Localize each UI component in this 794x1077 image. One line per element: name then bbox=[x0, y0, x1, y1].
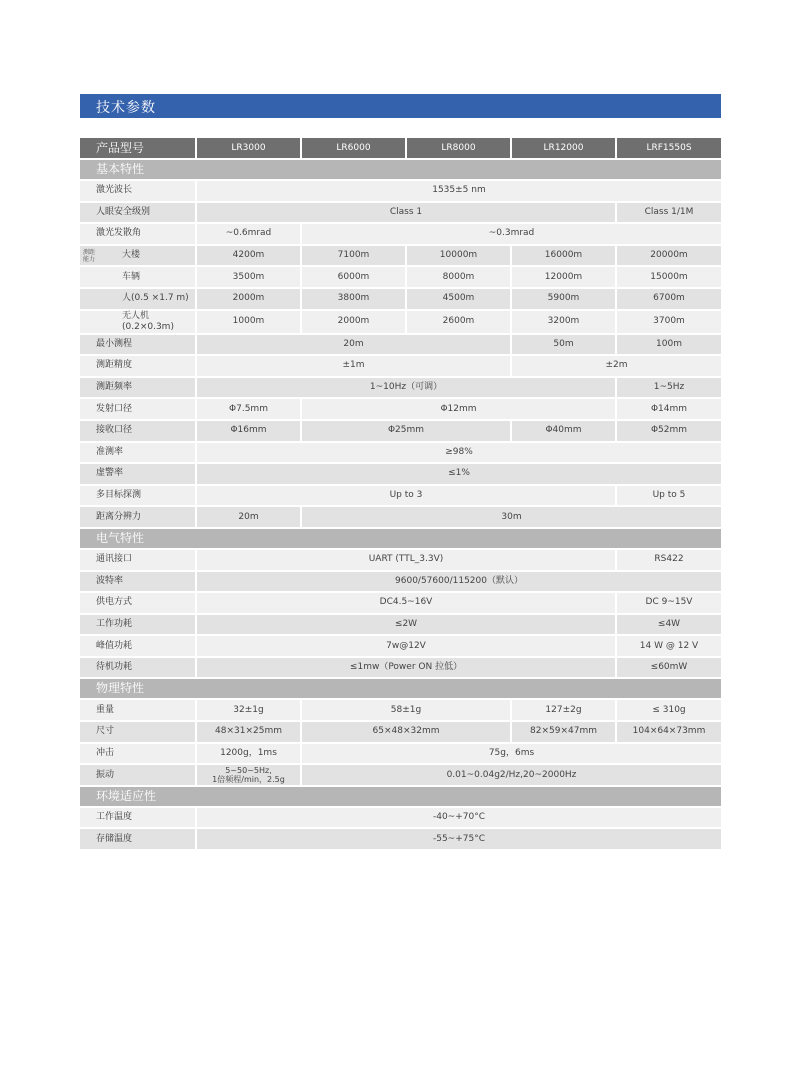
cell: ~0.3mrad bbox=[301, 223, 721, 245]
table-row bbox=[80, 699, 721, 721]
cell: ≤4W bbox=[616, 614, 721, 636]
range-row-label bbox=[80, 288, 196, 310]
cell: Φ12mm bbox=[301, 398, 616, 420]
header-label: 产品型号 bbox=[80, 138, 196, 159]
table-row bbox=[80, 764, 721, 786]
section-physical: 物理特性 bbox=[80, 678, 721, 699]
row-label: 振动 bbox=[80, 764, 196, 786]
table-row bbox=[80, 828, 721, 850]
cell: 15000m bbox=[616, 266, 721, 288]
cell: Φ14mm bbox=[616, 398, 721, 420]
table-row bbox=[80, 334, 721, 356]
cell: ≤1% bbox=[196, 463, 721, 485]
table-row bbox=[80, 635, 721, 657]
cell: Φ40mm bbox=[511, 420, 616, 442]
cell: 20000m bbox=[616, 245, 721, 267]
cell: 5900m bbox=[511, 288, 616, 310]
table-row bbox=[80, 223, 721, 245]
cell: Φ16mm bbox=[196, 420, 301, 442]
cell: Φ25mm bbox=[301, 420, 511, 442]
cell: ±1m bbox=[196, 355, 511, 377]
section-title-bar bbox=[80, 94, 721, 118]
cell: 20m bbox=[196, 506, 301, 528]
cell: 4500m bbox=[406, 288, 511, 310]
cell: -55~+75°C bbox=[196, 828, 721, 850]
cell: 1000m bbox=[196, 310, 301, 334]
row-label: 通讯接口 bbox=[80, 549, 196, 571]
row-label: 虚警率 bbox=[80, 463, 196, 485]
cell: 3500m bbox=[196, 266, 301, 288]
table-row bbox=[80, 571, 721, 593]
row-label: 冲击 bbox=[80, 743, 196, 765]
row-label: 无人机(0.2×0.3m) bbox=[122, 310, 174, 332]
row-label: 接收口径 bbox=[80, 420, 196, 442]
table-row bbox=[80, 721, 721, 743]
cell: ≤ 310g bbox=[616, 699, 721, 721]
cell: 0.01~0.04g2/Hz,20~2000Hz bbox=[301, 764, 721, 786]
range-row-label bbox=[80, 310, 196, 334]
cell: ~0.6mrad bbox=[196, 223, 301, 245]
cell: 20m bbox=[196, 334, 511, 356]
cell: Φ52mm bbox=[616, 420, 721, 442]
row-label: 准测率 bbox=[80, 442, 196, 464]
cell-line: 5~50~5Hz, bbox=[225, 766, 272, 776]
section-row bbox=[80, 678, 721, 699]
table-row bbox=[80, 485, 721, 507]
table-row bbox=[80, 310, 721, 334]
section-row bbox=[80, 159, 721, 180]
table-row bbox=[80, 614, 721, 636]
table-row bbox=[80, 807, 721, 829]
row-label: 工作温度 bbox=[80, 807, 196, 829]
row-label: 测距频率 bbox=[80, 377, 196, 399]
row-label: 多目标探测 bbox=[80, 485, 196, 507]
cell: 12000m bbox=[511, 266, 616, 288]
cell: 48×31×25mm bbox=[196, 721, 301, 743]
cell: 75g，6ms bbox=[301, 743, 721, 765]
cell-line: 1倍频程/min，2.5g bbox=[212, 775, 285, 785]
spec-table bbox=[80, 138, 721, 851]
cell: -40~+70°C bbox=[196, 807, 721, 829]
cell: 65×48×32mm bbox=[301, 721, 511, 743]
cell: DC4.5~16V bbox=[196, 592, 616, 614]
cell: 9600/57600/115200（默认） bbox=[196, 571, 721, 593]
cell: ±2m bbox=[511, 355, 721, 377]
cell: ≥98% bbox=[196, 442, 721, 464]
cell: 58±1g bbox=[301, 699, 511, 721]
table-row bbox=[80, 355, 721, 377]
page-title: 技术参数 bbox=[96, 100, 156, 116]
row-label: 发射口径 bbox=[80, 398, 196, 420]
cell: 3800m bbox=[301, 288, 406, 310]
row-label: 距离分辨力 bbox=[80, 506, 196, 528]
row-label: 人(0.5 ×1.7 m) bbox=[122, 293, 189, 304]
table-row bbox=[80, 657, 721, 679]
cell: 127±2g bbox=[511, 699, 616, 721]
table-row bbox=[80, 398, 721, 420]
row-label: 人眼安全级别 bbox=[80, 202, 196, 224]
cell: 1200g，1ms bbox=[196, 743, 301, 765]
cell: 32±1g bbox=[196, 699, 301, 721]
cell: 14 W @ 12 V bbox=[616, 635, 721, 657]
range-row-label bbox=[80, 266, 196, 288]
cell: 82×59×47mm bbox=[511, 721, 616, 743]
cell: 1535±5 nm bbox=[196, 180, 721, 202]
cell: UART (TTL_3.3V) bbox=[196, 549, 616, 571]
range-group-label: 测距能力 bbox=[83, 248, 96, 263]
cell: 3700m bbox=[616, 310, 721, 334]
table-row bbox=[80, 245, 721, 267]
model-lr12000: LR12000 bbox=[511, 138, 616, 159]
table-row bbox=[80, 377, 721, 399]
range-row-label bbox=[80, 245, 196, 267]
cell: 10000m bbox=[406, 245, 511, 267]
section-electrical: 电气特性 bbox=[80, 528, 721, 549]
cell: 104×64×73mm bbox=[616, 721, 721, 743]
table-row bbox=[80, 549, 721, 571]
cell: Class 1 bbox=[196, 202, 616, 224]
table-row bbox=[80, 506, 721, 528]
cell: 6700m bbox=[616, 288, 721, 310]
row-label: 存储温度 bbox=[80, 828, 196, 850]
cell: 30m bbox=[301, 506, 721, 528]
section-environment: 环境适应性 bbox=[80, 786, 721, 807]
table-row bbox=[80, 420, 721, 442]
table-row bbox=[80, 180, 721, 202]
section-row bbox=[80, 528, 721, 549]
cell: 8000m bbox=[406, 266, 511, 288]
cell: 1~5Hz bbox=[616, 377, 721, 399]
cell: ≤1mw（Power ON 拉低） bbox=[196, 657, 616, 679]
cell: 50m bbox=[511, 334, 616, 356]
cell: 2000m bbox=[301, 310, 406, 334]
cell: 100m bbox=[616, 334, 721, 356]
cell: ≤60mW bbox=[616, 657, 721, 679]
row-label: 待机功耗 bbox=[80, 657, 196, 679]
cell: Up to 3 bbox=[196, 485, 616, 507]
table-header-row bbox=[80, 138, 721, 159]
table-row bbox=[80, 592, 721, 614]
cell: 16000m bbox=[511, 245, 616, 267]
cell: 3200m bbox=[511, 310, 616, 334]
table-row bbox=[80, 442, 721, 464]
cell: Class 1/1M bbox=[616, 202, 721, 224]
row-label: 波特率 bbox=[80, 571, 196, 593]
cell bbox=[196, 764, 301, 786]
table-row bbox=[80, 266, 721, 288]
row-label: 测距精度 bbox=[80, 355, 196, 377]
cell: DC 9~15V bbox=[616, 592, 721, 614]
table-row bbox=[80, 202, 721, 224]
cell: ≤2W bbox=[196, 614, 616, 636]
row-label: 大楼 bbox=[122, 250, 141, 261]
model-lrf1550s: LRF1550S bbox=[616, 138, 721, 159]
row-label: 供电方式 bbox=[80, 592, 196, 614]
cell: Up to 5 bbox=[616, 485, 721, 507]
cell: Φ7.5mm bbox=[196, 398, 301, 420]
table-row bbox=[80, 743, 721, 765]
section-row bbox=[80, 786, 721, 807]
cell: 2000m bbox=[196, 288, 301, 310]
cell: 4200m bbox=[196, 245, 301, 267]
model-lr3000: LR3000 bbox=[196, 138, 301, 159]
row-label: 工作功耗 bbox=[80, 614, 196, 636]
row-label: 重量 bbox=[80, 699, 196, 721]
row-label: 车辆 bbox=[122, 271, 141, 282]
table-row bbox=[80, 288, 721, 310]
section-basic: 基本特性 bbox=[80, 159, 721, 180]
row-label: 激光发散角 bbox=[80, 223, 196, 245]
row-label: 最小测程 bbox=[80, 334, 196, 356]
cell: 1~10Hz（可调） bbox=[196, 377, 616, 399]
row-label: 激光波长 bbox=[80, 180, 196, 202]
row-label: 尺寸 bbox=[80, 721, 196, 743]
row-label: 峰值功耗 bbox=[80, 635, 196, 657]
cell: 6000m bbox=[301, 266, 406, 288]
model-lr6000: LR6000 bbox=[301, 138, 406, 159]
cell: 2600m bbox=[406, 310, 511, 334]
model-lr8000: LR8000 bbox=[406, 138, 511, 159]
cell: 7100m bbox=[301, 245, 406, 267]
cell: 7w@12V bbox=[196, 635, 616, 657]
cell: RS422 bbox=[616, 549, 721, 571]
table-row bbox=[80, 463, 721, 485]
